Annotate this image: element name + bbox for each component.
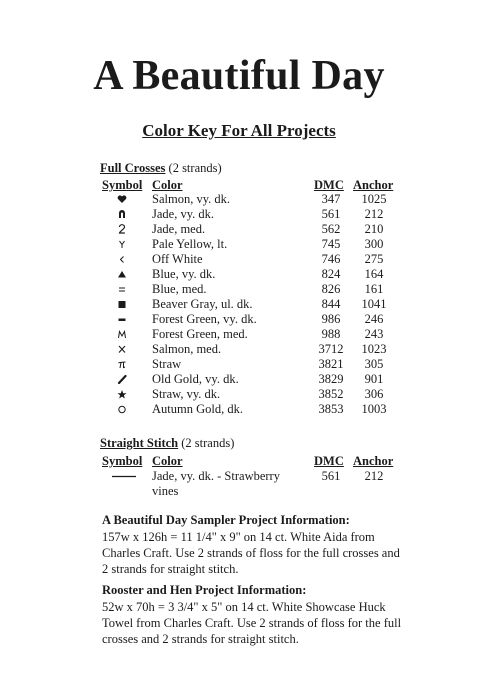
dmc-header: DMC xyxy=(314,178,344,192)
rooster-info-line: 52w x 70h = 3 3/4" x 5" on 14 ct. White Showcase Huck xyxy=(102,600,386,614)
dmc-number: 3829 xyxy=(318,372,344,386)
table-row xyxy=(0,469,478,501)
equals-icon xyxy=(112,282,132,297)
table-row xyxy=(0,222,478,237)
x-cross-icon xyxy=(112,342,132,357)
full-crosses-label xyxy=(100,161,222,176)
straight-stitch-title: Straight Stitch xyxy=(100,436,179,450)
full-crosses-note: (2 strands) xyxy=(168,161,222,175)
n-shape-icon xyxy=(112,207,132,222)
anchor-number: 300 xyxy=(364,237,384,251)
rooster-info-body xyxy=(102,599,402,647)
dmc-number: 745 xyxy=(321,237,341,251)
symbol-header: Symbol xyxy=(102,454,143,468)
dmc-number: 844 xyxy=(321,297,341,311)
anchor-number: 1025 xyxy=(361,192,387,206)
color-name: Old Gold, vy. dk. xyxy=(152,372,239,386)
table-row xyxy=(0,237,478,252)
anchor-number: 306 xyxy=(364,387,384,401)
dmc-number: 3853 xyxy=(318,402,344,416)
color-name: Straw, vy. dk. xyxy=(152,387,221,401)
color-name: Blue, med. xyxy=(152,282,207,296)
dmc-number: 561 xyxy=(321,207,341,221)
dmc-number: 3821 xyxy=(318,357,344,371)
anchor-number: 305 xyxy=(364,357,384,371)
dmc-number: 824 xyxy=(321,267,341,281)
table-row xyxy=(0,192,478,207)
anchor-number: 246 xyxy=(364,312,384,326)
heart-icon xyxy=(112,192,132,207)
dmc-number: 562 xyxy=(321,222,341,236)
star-icon xyxy=(112,387,132,402)
sampler-info-body xyxy=(102,529,402,577)
less-than-icon xyxy=(112,252,132,267)
table-row xyxy=(0,297,478,312)
color-name: Salmon, vy. dk. xyxy=(152,192,231,206)
circle-icon xyxy=(112,402,132,417)
triangle-icon xyxy=(112,267,132,282)
color-key-heading: Color Key For All Projects xyxy=(142,121,336,140)
y-glyph-icon xyxy=(112,237,132,252)
color-name: Straw xyxy=(152,357,182,371)
symbol-header: Symbol xyxy=(102,178,143,192)
anchor-number: 243 xyxy=(364,327,384,341)
dmc-number: 826 xyxy=(321,282,341,296)
dmc-number: 347 xyxy=(321,192,341,206)
anchor-number: 1041 xyxy=(361,297,387,311)
bar-icon xyxy=(112,312,132,327)
table-row xyxy=(0,387,478,402)
two-glyph-icon xyxy=(112,222,132,237)
square-icon xyxy=(112,297,132,312)
table-row xyxy=(0,402,478,417)
color-name: Beaver Gray, ul. dk. xyxy=(152,297,253,311)
anchor-number: 1003 xyxy=(361,402,387,416)
anchor-number: 161 xyxy=(364,282,384,296)
anchor-number: 164 xyxy=(364,267,384,281)
color-name: Pale Yellow, lt. xyxy=(152,237,228,251)
table-row xyxy=(0,342,478,357)
dmc-number: 986 xyxy=(321,312,341,326)
straight-stitch-label xyxy=(100,436,234,451)
dmc-number: 3852 xyxy=(318,387,344,401)
table-row xyxy=(0,312,478,327)
color-name: Jade, vy. dk. - Strawberry xyxy=(152,469,280,483)
anchor-number: 901 xyxy=(364,372,384,386)
m-glyph-icon xyxy=(112,327,132,342)
rooster-info-line: Towel from Charles Craft. Use 2 strands of floss for the full xyxy=(102,616,402,630)
dmc-number: 988 xyxy=(321,327,341,341)
slash-stroke-icon xyxy=(112,372,132,387)
anchor-number: 275 xyxy=(364,252,384,266)
pi-glyph-icon xyxy=(112,357,132,372)
rooster-info-line: crosses and 2 strands for straight stitch. xyxy=(102,632,299,646)
dmc-number: 3712 xyxy=(318,342,344,356)
rooster-info-heading: Rooster and Hen Project Information: xyxy=(102,583,307,597)
color-header: Color xyxy=(152,178,183,192)
table-row xyxy=(0,282,478,297)
dmc-number: 561 xyxy=(321,469,341,483)
straight-stitch-note: (2 strands) xyxy=(181,436,235,450)
table-row xyxy=(0,357,478,372)
table-row xyxy=(0,267,478,282)
color-name: Forest Green, med. xyxy=(152,327,248,341)
anchor-number: 210 xyxy=(364,222,384,236)
full-crosses-title: Full Crosses xyxy=(100,161,166,175)
color-header: Color xyxy=(152,454,183,468)
dmc-header: DMC xyxy=(314,454,344,468)
color-name: Off White xyxy=(152,252,203,266)
anchor-number: 212 xyxy=(364,469,384,483)
color-name: Forest Green, vy. dk. xyxy=(152,312,257,326)
anchor-header: Anchor xyxy=(353,178,394,192)
color-name: Jade, med. xyxy=(152,222,206,236)
sampler-info-line: 157w x 126h = 11 1/4" x 9" on 14 ct. White Aida from xyxy=(102,530,375,544)
anchor-header: Anchor xyxy=(353,454,394,468)
line-stitch-icon xyxy=(110,469,138,484)
table-row xyxy=(0,327,478,342)
dmc-number: 746 xyxy=(321,252,341,266)
anchor-number: 1023 xyxy=(361,342,387,356)
color-name: Blue, vy. dk. xyxy=(152,267,216,281)
table-row xyxy=(0,252,478,267)
table-row xyxy=(0,207,478,222)
sampler-info-line: Charles Craft. Use 2 strands of floss for the full crosses and xyxy=(102,546,400,560)
table-row xyxy=(0,372,478,387)
sampler-info-line: 2 strands for straight stitch. xyxy=(102,562,239,576)
color-name: Autumn Gold, dk. xyxy=(152,402,243,416)
page-title: A Beautiful Day xyxy=(93,53,385,99)
color-name: Jade, vy. dk. xyxy=(152,207,215,221)
sampler-info-heading: A Beautiful Day Sampler Project Information: xyxy=(102,513,350,527)
anchor-number: 212 xyxy=(364,207,384,221)
color-name: Salmon, med. xyxy=(152,342,222,356)
color-name-continued: vines xyxy=(152,484,179,498)
